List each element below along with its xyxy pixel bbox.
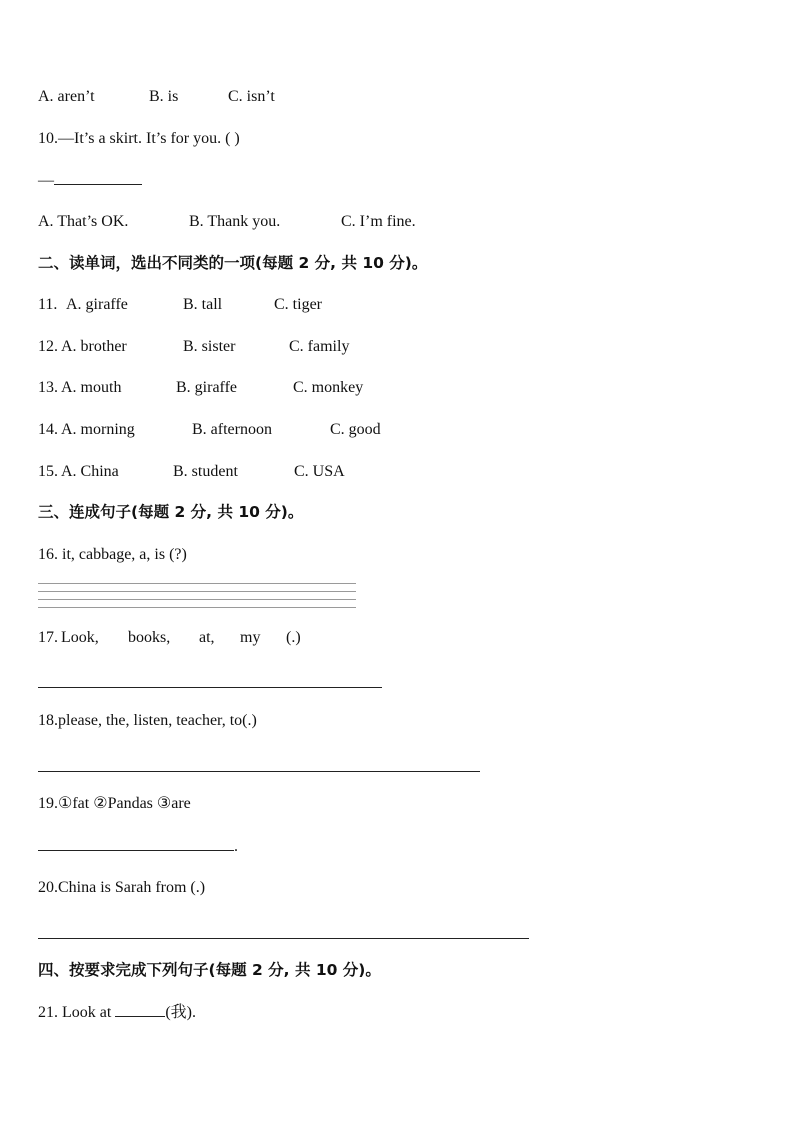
- q14-option-a: A. morning: [61, 421, 135, 438]
- q9-option-b: B. is: [149, 88, 179, 105]
- q10-option-a: A. That’s OK.: [38, 213, 129, 230]
- q19-answer-blank[interactable]: [38, 836, 234, 851]
- q17-word-2: books,: [128, 629, 171, 646]
- q10-question: 10.—It’s a skirt. It’s for you. ( ): [38, 130, 240, 147]
- q9-option-c: C. isn’t: [228, 88, 275, 105]
- q18-prompt: 18.please, the, listen, teacher, to(.): [38, 712, 257, 729]
- q10-answer-blank[interactable]: [54, 170, 142, 185]
- q19-answer-line: [38, 836, 238, 857]
- q10-option-b: B. Thank you.: [189, 213, 281, 230]
- q13-number: 13.: [38, 379, 58, 396]
- q17-number: 17.: [38, 629, 58, 646]
- q20-answer-line[interactable]: [38, 938, 529, 939]
- q17-word-1: Look,: [61, 629, 99, 646]
- q10-answer-line: [38, 170, 142, 191]
- q12-option-c: C. family: [289, 338, 350, 355]
- q12-option-b: B. sister: [183, 338, 236, 355]
- q9-option-a: A. aren’t: [38, 88, 95, 105]
- q17-answer-line[interactable]: [38, 687, 382, 688]
- q10-answer-dash: —: [38, 172, 54, 189]
- q16-writing-line-3[interactable]: [38, 599, 356, 600]
- q16-writing-line-4[interactable]: [38, 607, 356, 608]
- q13-option-b: B. giraffe: [176, 379, 238, 396]
- q12-number: 12.: [38, 338, 58, 355]
- q17-word-3: at,: [199, 629, 215, 646]
- q16-writing-line-1[interactable]: [38, 583, 356, 584]
- q15-option-b: B. student: [173, 463, 238, 480]
- q11-number: 11.: [38, 296, 58, 313]
- q15-option-a: A. China: [61, 463, 119, 480]
- q14-option-b: B. afternoon: [192, 421, 272, 438]
- q17-word-4: my: [240, 629, 261, 646]
- q20-prompt: 20.China is Sarah from (.): [38, 879, 206, 896]
- q13-option-a: A. mouth: [61, 379, 122, 396]
- q12-option-a: A. brother: [61, 338, 127, 355]
- q21-text-after: (我).: [165, 1004, 196, 1021]
- q18-answer-line[interactable]: [38, 771, 480, 772]
- q16-prompt: 16. it, cabbage, a, is (?): [38, 546, 187, 563]
- q11-option-b: B. tall: [183, 296, 223, 313]
- q14-number: 14.: [38, 421, 58, 438]
- section-4-title: 四、按要求完成下列句子(每题 2 分, 共 10 分)。: [38, 961, 381, 979]
- q15-number: 15.: [38, 463, 58, 480]
- section-2-title: 二、读单词，选出不同类的一项(每题 2 分, 共 10 分)。: [38, 254, 428, 272]
- q10-option-c: C. I’m fine.: [341, 213, 416, 230]
- q19-prompt: 19.①fat ②Pandas ③are: [38, 795, 191, 812]
- q16-writing-line-2[interactable]: [38, 591, 356, 592]
- q19-answer-period: .: [234, 838, 238, 855]
- q13-option-c: C. monkey: [293, 379, 364, 396]
- q17-punctuation: (.): [286, 629, 301, 646]
- section-3-title: 三、连成句子(每题 2 分, 共 10 分)。: [38, 503, 304, 521]
- q21-text-before: 21. Look at: [38, 1004, 116, 1021]
- q14-option-c: C. good: [330, 421, 381, 438]
- q11-option-c: C. tiger: [274, 296, 322, 313]
- q11-option-a: A. giraffe: [66, 296, 128, 313]
- q21-answer-blank[interactable]: [115, 1002, 165, 1017]
- q15-option-c: C. USA: [294, 463, 345, 480]
- q21-prompt: [38, 1002, 196, 1023]
